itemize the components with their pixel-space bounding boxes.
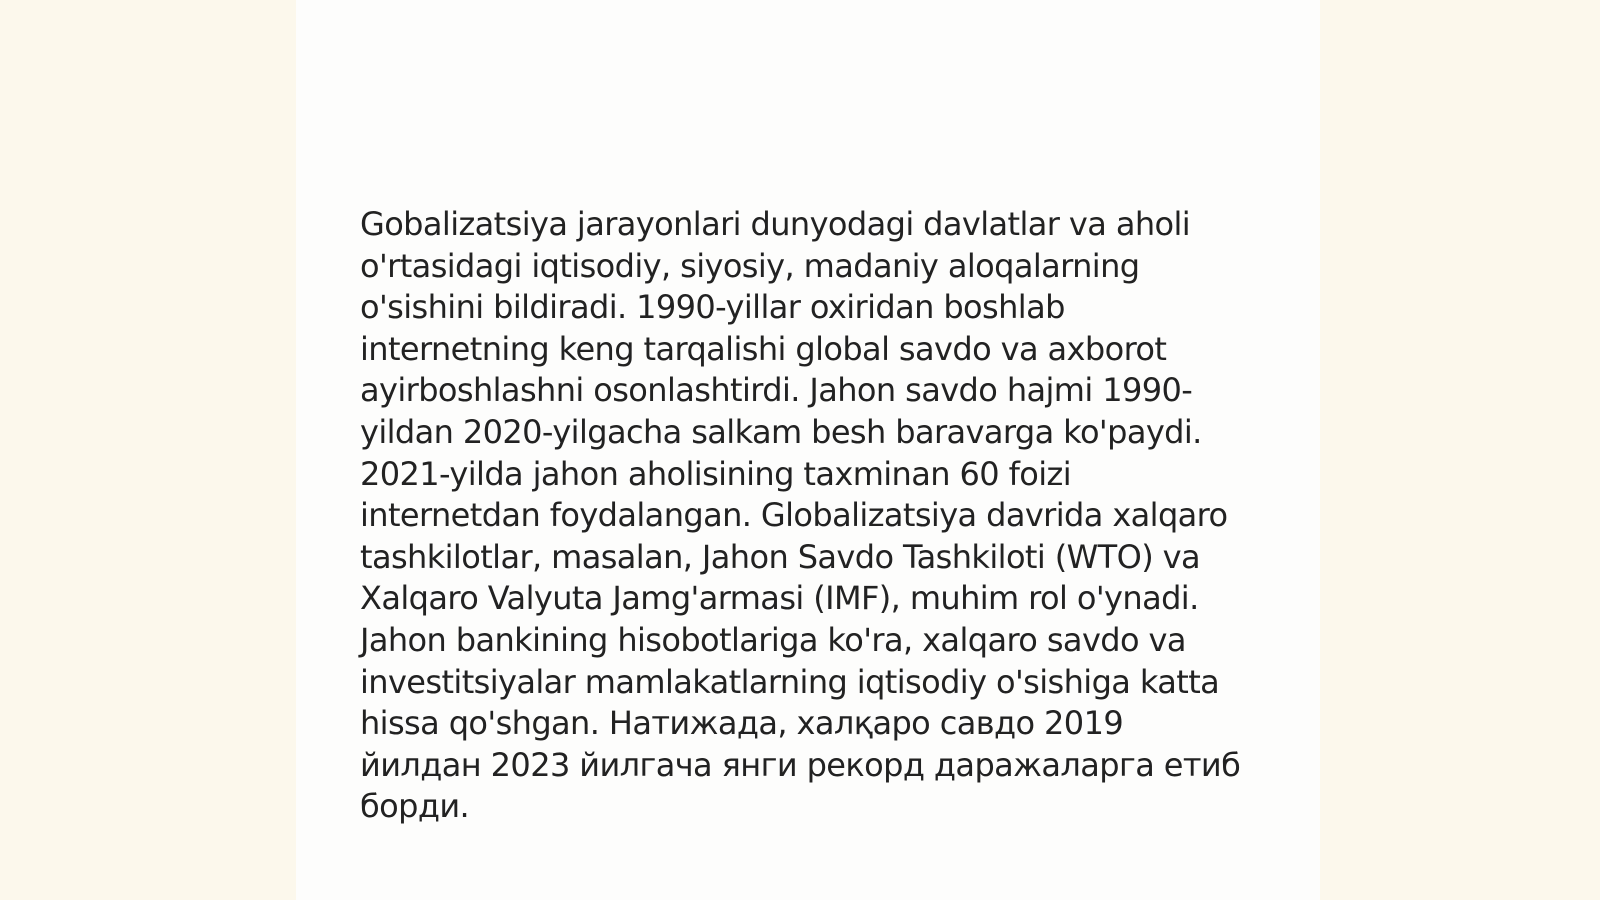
- document-body-text: Gobalizatsiya jarayonlari dunyodagi davlatlar va aholi o'rtasidagi iqtisodiy, siyosiy, madaniy aloqalarning o'sishini bildiradi. 1990-yillar oxiridan boshlab internetning keng tarqalishi global savdo va axborot ayirboshlashni osonlashtirdi. Jahon savdo hajmi 1990-yildan 2020-yilgacha salkam besh baravarga ko'paydi. 2021-yilda jahon aholisining taxminan 60 foizi internetdan foydalangan. Globalizatsiya davrida xalqaro tashkilotlar, masalan, Jahon Savdo Tashkiloti (WTO) va Xalqaro Valyuta Jamg'armasi (IMF), muhim rol o'ynadi. Jahon bankining hisobotlariga ko'ra, xalqaro savdo va investitsiyalar mamlakatlarning iqtisodiy o'sishiga katta hissa qo'shgan. Натижада, халқаро савдо 2019 йилдан 2023 йилгача янги рекорд даражаларга етиб борди.: [360, 205, 1241, 826]
